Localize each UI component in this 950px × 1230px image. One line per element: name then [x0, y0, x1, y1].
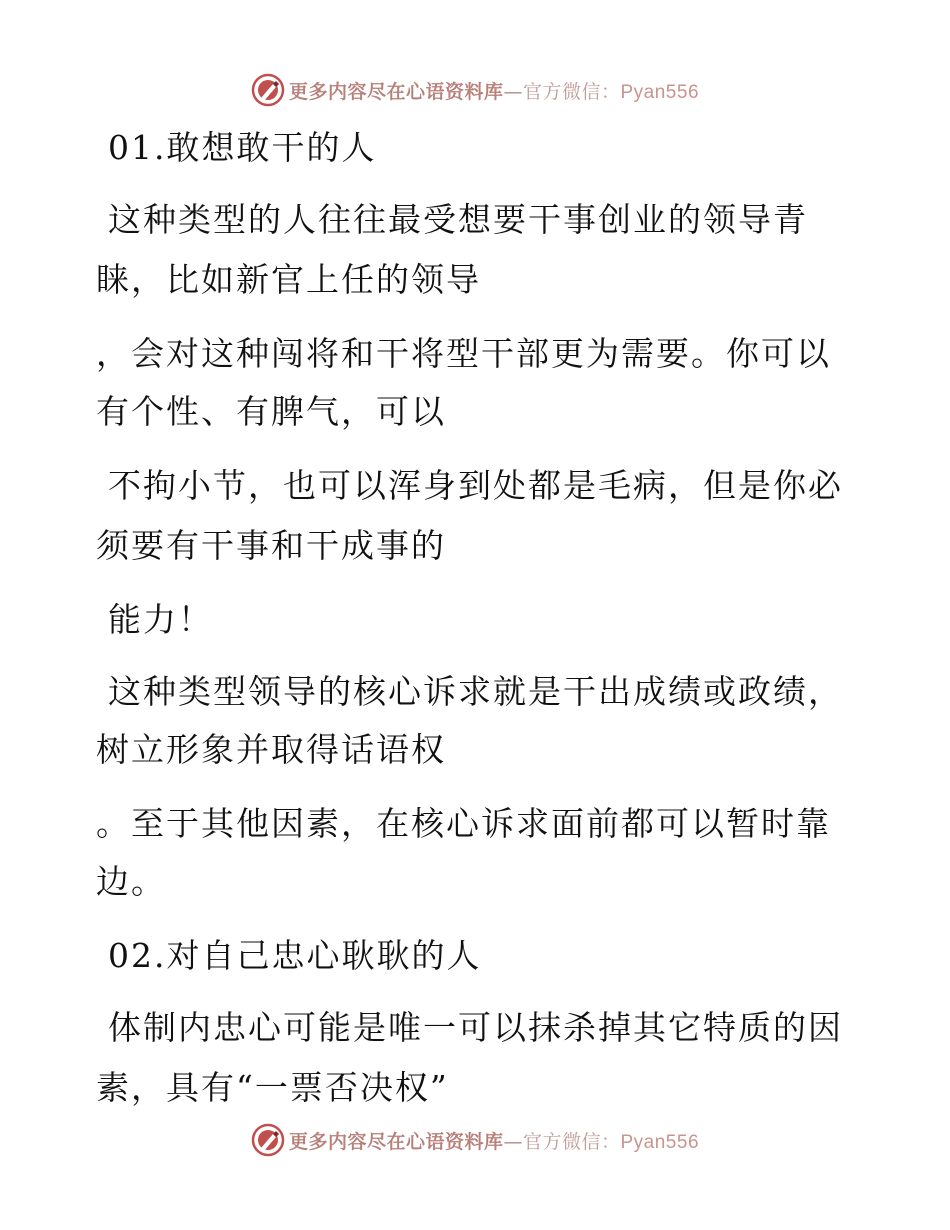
watermark-wechat-id: Pyan556	[620, 81, 700, 103]
watermark-wechat-label: 官方微信：	[522, 80, 621, 103]
paragraph-line: 须要有干事和干成事的	[96, 526, 446, 565]
paragraph-line: 。至于其他因素，在核心诉求面前都可以暂时靠	[96, 804, 831, 843]
paragraph-line: 体制内忠心可能是唯一可以抹杀掉其它特质的因	[108, 1008, 843, 1047]
paragraph-line: 有个性、有脾气，可以	[96, 392, 446, 431]
footer-watermark	[0, 1120, 950, 1160]
paragraph-line: 这种类型的人往往最受想要干事创业的领导青	[108, 200, 808, 239]
watermark-wechat-id: Pyan556	[620, 1131, 700, 1153]
pen-logo-icon	[251, 1123, 285, 1157]
paragraph-line: 素，具有“一票否决权”	[96, 1068, 449, 1107]
paragraph-line: 边。	[96, 862, 166, 901]
watermark-main: 更多内容尽在心语资料库	[288, 80, 504, 103]
paragraph-line: 这种类型领导的核心诉求就是干出成绩或政绩，	[108, 672, 843, 711]
watermark-wechat-label: 官方微信：	[522, 1130, 621, 1153]
paragraph-line: 能力！	[108, 600, 213, 639]
section-heading-02: 02.对自己忠心耿耿的人	[108, 936, 482, 975]
paragraph-line: ，会对这种闯将和干将型干部更为需要。你可以	[96, 334, 831, 373]
paragraph-line: 睐，比如新官上任的领导	[96, 260, 481, 299]
paragraph-line: 树立形象并取得话语权	[96, 730, 446, 769]
section-heading-01: 01.敢想敢干的人	[108, 128, 377, 167]
watermark-dash: —	[503, 1130, 523, 1153]
watermark-dash: —	[503, 80, 523, 103]
paragraph-line: 不拘小节，也可以浑身到处都是毛病，但是你必	[108, 466, 843, 505]
watermark-main: 更多内容尽在心语资料库	[288, 1130, 504, 1153]
watermark-text	[289, 1127, 699, 1154]
